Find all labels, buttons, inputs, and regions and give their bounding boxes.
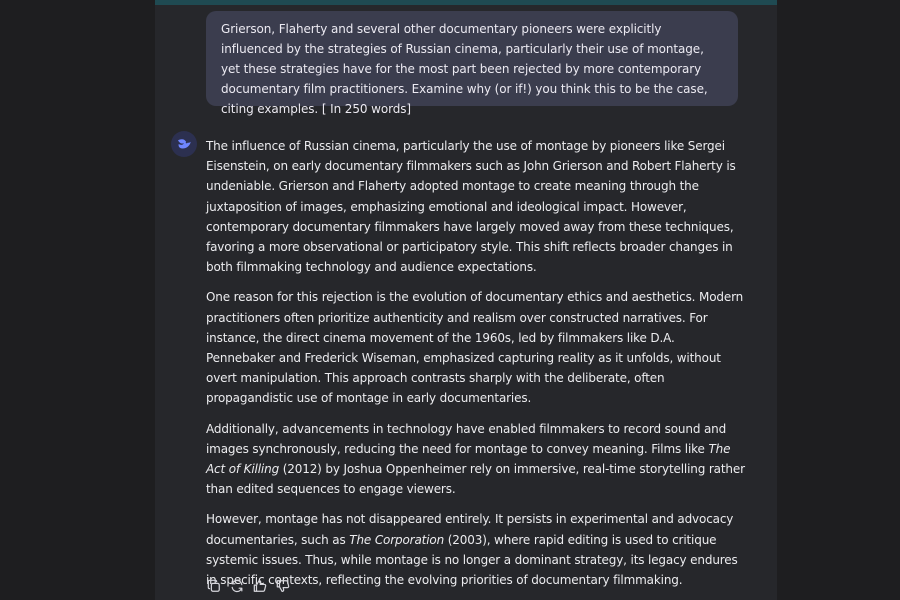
response-paragraph — [206, 419, 746, 500]
paragraph-text: One reason for this rejection is the evolution of documentary ethics and aesthetics. Modern practitioners often prioritize authenticity and realism over constructed narratives. For instance, the direct cinema movement of the 1960s, led by filmmakers like D.A. Pennebaker and Frederick Wiseman, emphasized capturing reality as it unfolds, without overt manipulation. This approach contrasts sharply with the deliberate, often propagandistic use of montage in early documentaries. — [206, 290, 744, 406]
paragraph-text: (2012) by Joshua Oppenheimer rely on immersive, real-time storytelling rather than edited sequences to engage viewers. — [206, 462, 745, 497]
paragraph-text: (2003), where rapid editing is used to critique systemic issues. Thus, while montage is no longer a dominant strategy, its legacy endures in specific contexts, reflecting the evolving priorities of documentary filmmaking. — [206, 532, 738, 588]
regenerate-button[interactable] — [229, 578, 245, 594]
thumbs-up-icon — [253, 579, 267, 593]
film-title: The Corporation — [349, 532, 445, 547]
assistant-avatar — [171, 131, 197, 157]
copy-icon — [207, 579, 221, 593]
assistant-logo-icon — [175, 135, 193, 153]
thumbs-down-button[interactable] — [275, 578, 291, 594]
response-paragraph — [206, 136, 746, 277]
message-actions — [206, 578, 291, 594]
copy-button[interactable] — [206, 578, 222, 594]
refresh-icon — [230, 579, 244, 593]
thumbs-down-icon — [276, 579, 290, 593]
user-message-text: Grierson, Flaherty and several other documentary pioneers were explicitly influenced by the strategies of Russian cinema, particularly their use of montage, yet these strategies have for the most part been rejected by more contemporary documentary film practitioners. Examine why (or if!) you think this to be the case, citing examples. [ In 250 words] — [221, 22, 708, 116]
paragraph-text: The influence of Russian cinema, particularly the use of montage by pioneers like Sergei Eisenstein, on early documentary filmmakers such as John Grierson and Robert Flaherty is undeniable. Grierson and Flaherty adopted montage to create meaning through the juxtaposition of images, emphasizing emotional and ideological impact. However, contemporary documentary filmmakers have largely moved away from these techniques, favoring a more observational or participatory style. This shift reflects broader changes in both filmmaking technology and audience expectations. — [206, 139, 736, 275]
paragraph-text: However, montage has not disappeared entirely. It persists in experimental and advocacy documentaries, such as — [206, 512, 734, 547]
film-title: The Act of Killing — [206, 441, 731, 477]
thumbs-up-button[interactable] — [252, 578, 268, 594]
response-paragraph — [206, 287, 746, 408]
chat-panel[interactable] — [155, 0, 777, 600]
user-message-bubble — [206, 11, 738, 116]
paragraph-text: Additionally, advancements in technology have enabled filmmakers to record sound and images synchronously, reducing the need for montage to convey meaning. Films like — [206, 421, 727, 456]
assistant-response — [206, 136, 746, 600]
